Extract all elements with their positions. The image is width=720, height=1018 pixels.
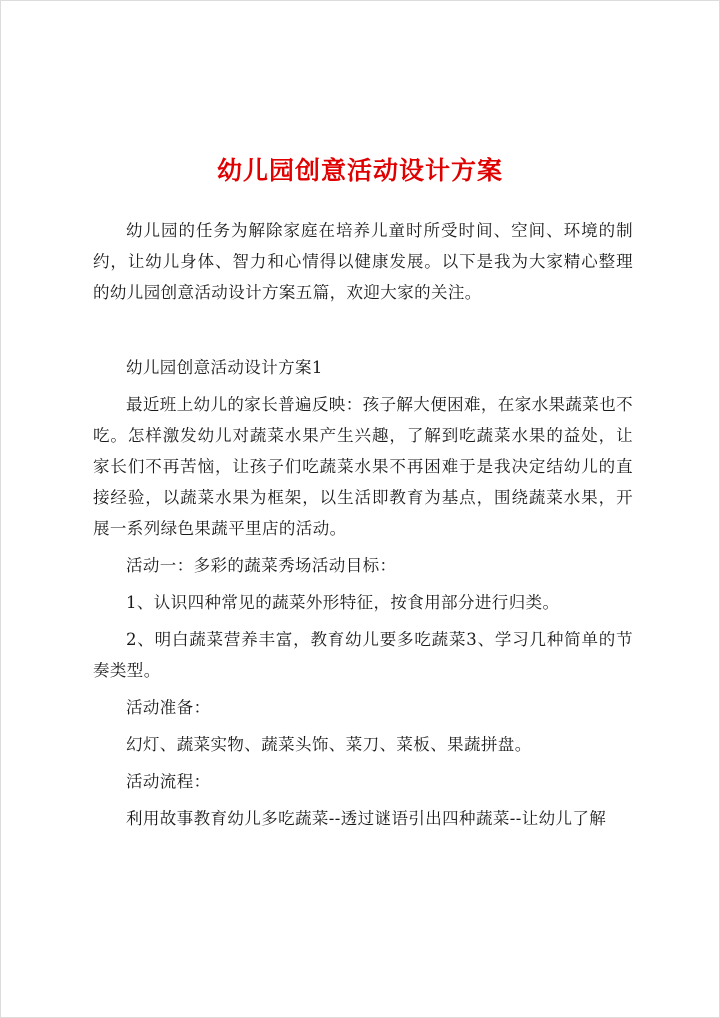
document-title: 幼儿园创意活动设计方案	[216, 156, 503, 185]
preparation-list: 幻灯、蔬菜实物、蔬菜头饰、菜刀、菜板、果蔬拼盘。	[126, 735, 532, 754]
goal-item-2: 2、明白蔬菜营养丰富，教育幼儿要多吃蔬菜3、学习几种简单的节奏类型。	[93, 630, 633, 680]
preparation-heading: 活动准备：	[126, 698, 211, 717]
document-body	[93, 215, 633, 834]
goal-item-1: 1、认识四种常见的蔬菜外形特征，按食用部分进行归类。	[126, 593, 560, 612]
activity-heading: 活动一：多彩的蔬菜秀场活动目标：	[126, 556, 397, 575]
intro-paragraph: 幼儿园的任务为解除家庭在培养儿童时所受时间、空间、环境的制约，让幼儿身体、智力和心情得以健康发展。以下是我为大家精心整理的幼儿园创意活动设计方案五篇，欢迎大家的关注。	[93, 221, 633, 302]
process-heading: 活动流程：	[126, 772, 211, 791]
section-heading: 幼儿园创意活动设计方案1	[126, 358, 323, 377]
body-paragraph: 最近班上幼儿的家长普遍反映：孩子解大便困难，在家水果蔬菜也不吃。怎样激发幼儿对蔬菜水果产生兴趣，了解到吃蔬菜水果的益处，让家长们不再苦恼，让孩子们吃蔬菜水果不再困难于是我决定结幼儿的直接经验，以蔬菜水果为框架，以生活即教育为基点，围绕蔬菜水果，开展一系列绿色果蔬平里店的活动。	[93, 395, 633, 538]
process-paragraph: 利用故事教育幼儿多吃蔬菜--透过谜语引出四种蔬菜--让幼儿了解	[126, 809, 607, 828]
